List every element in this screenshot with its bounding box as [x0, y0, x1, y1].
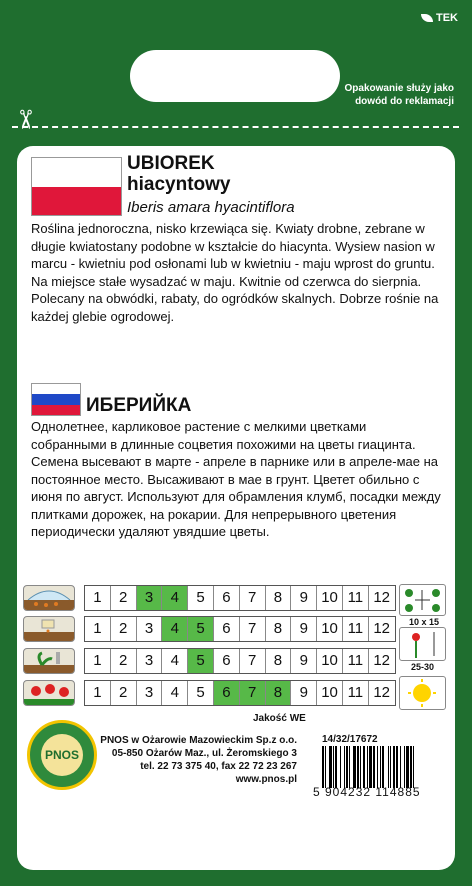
- planting-out-icon: [23, 648, 75, 674]
- month-cell: 6: [214, 649, 240, 673]
- month-cell: 2: [111, 649, 137, 673]
- month-strip: [84, 616, 396, 642]
- month-cell: 5: [188, 617, 214, 641]
- month-cell: 10: [317, 586, 343, 610]
- month-cell: 3: [137, 617, 163, 641]
- month-cell: 12: [373, 620, 390, 637]
- month-cell: 4: [162, 617, 188, 641]
- month-strip: [84, 648, 396, 674]
- month-cell: 12: [373, 684, 390, 701]
- month-cell: 2: [111, 586, 137, 610]
- spacing-label: 10 x 15: [409, 617, 440, 627]
- calendar-row-planting-out: [23, 648, 396, 674]
- polish-description: Roślina jednoroczna, nisko krzewiąca się. Kwiaty drobne, zebrane w długie kwiatostany podobne w kształcie do hiacynta. Wysiew nasion w marcu - kwietniu pod osłonami lub w kwietniu - maju wprost do gruntu. Na miejsce stałe wysadzać w maju. Kwitnie od czerwca do sierpnia. Polecany na obwódki, rabaty, do ogródków skalnych. Dobrze rośnie na każdej glebie ogrodowej.: [31, 221, 439, 324]
- month-cell: 10: [317, 681, 343, 705]
- month-cell: 11: [343, 586, 369, 610]
- barcode: [322, 746, 446, 788]
- russian-description: Однолетнее, карликовое растение с мелкими цветками собранными в длинные соцветия похожими на цветы гиацинта. Семена высевают в марте - апреле в парнике или в апреле-мае на постоянное место. Высаживают в мае в грунт. Цветет обильно с июня по август. Используют для обрамления клумб, посадки между плитками дорожек, на рокарии. Для непрерывного цветения периодически удаляют увядшие цветы.: [31, 419, 441, 539]
- pnos-logo: [27, 720, 97, 790]
- calendar-row-sowing-under-cover: [23, 585, 396, 611]
- logo-text: PNOS: [41, 734, 83, 776]
- flowering-icon: [23, 680, 75, 706]
- complaint-note: Opakowanie służy jako dowód do reklamacji: [344, 83, 454, 107]
- scissors-icon: ✂: [10, 108, 41, 131]
- calendar-row-flowering: [23, 680, 396, 706]
- month-strip: [84, 585, 396, 611]
- month-cell: 3: [137, 681, 163, 705]
- month-cell: 4: [162, 681, 188, 705]
- month-cell: 2: [111, 681, 137, 705]
- polish-flag-icon: [31, 157, 122, 216]
- month-cell: 1: [85, 681, 111, 705]
- company-info: [100, 734, 297, 786]
- cut-line: [12, 126, 459, 128]
- month-cell: 12: [373, 589, 390, 606]
- month-cell: 8: [266, 617, 292, 641]
- barcode-number: 5 904232 114885: [313, 785, 421, 799]
- quality-label: Jakość WE: [253, 713, 306, 724]
- month-cell: 7: [240, 681, 266, 705]
- month-cell: 5: [188, 649, 214, 673]
- sowing-under-cover-icon: [23, 585, 75, 611]
- month-cell: 3: [137, 586, 163, 610]
- month-cell: 7: [240, 586, 266, 610]
- month-cell: 12: [373, 652, 390, 669]
- month-cell: 1: [85, 617, 111, 641]
- barcode-bar: [414, 746, 416, 788]
- russian-flag-icon: [31, 383, 81, 416]
- month-cell: 9: [291, 649, 317, 673]
- spacing-icon: [399, 584, 446, 616]
- month-cell: 6: [214, 681, 240, 705]
- company-line2: 05-850 Ożarów Maz., ul. Żeromskiego 3: [111, 748, 297, 759]
- month-strip: [84, 680, 396, 706]
- company-line3: tel. 22 73 375 40, fax 22 72 23 267: [140, 761, 297, 772]
- month-cell: 11: [343, 681, 369, 705]
- month-cell: 4: [162, 586, 188, 610]
- product-code: 14/32/17672: [322, 734, 378, 745]
- month-cell: 9: [291, 586, 317, 610]
- month-cell: 4: [162, 649, 188, 673]
- month-cell: 1: [85, 649, 111, 673]
- month-cell: 10: [317, 649, 343, 673]
- company-line1: PNOS w Ożarowie Mazowieckim Sp.z o.o.: [100, 735, 297, 746]
- month-cell: 6: [214, 617, 240, 641]
- month-cell: 9: [291, 681, 317, 705]
- month-cell: 11: [343, 617, 369, 641]
- month-cell: 9: [291, 617, 317, 641]
- russian-title: ИБЕРИЙКА: [86, 395, 192, 416]
- plant-title-line1: UBIOREK: [127, 153, 215, 174]
- calendar-row-sowing-outdoor: [23, 616, 396, 642]
- plant-title: [127, 153, 230, 195]
- month-cell: 5: [188, 681, 214, 705]
- month-cell: 7: [240, 617, 266, 641]
- sun-icon: [399, 676, 446, 710]
- brand-tag: [421, 12, 458, 24]
- month-cell: 10: [317, 617, 343, 641]
- month-cell: 3: [137, 649, 163, 673]
- leaf-icon: [421, 14, 433, 22]
- month-cell: 5: [188, 586, 214, 610]
- height-icon: [399, 627, 446, 661]
- packet-window: [130, 50, 340, 102]
- month-cell: 11: [343, 649, 369, 673]
- month-cell: 8: [266, 681, 292, 705]
- month-cell: 8: [266, 586, 292, 610]
- company-website: www.pnos.pl: [235, 774, 297, 785]
- month-cell: 8: [266, 649, 292, 673]
- height-label: 25-30: [411, 662, 435, 672]
- month-cell: 6: [214, 586, 240, 610]
- month-cell: 2: [111, 617, 137, 641]
- brand-tag-text: TEK: [436, 12, 458, 24]
- sowing-outdoor-icon: [23, 616, 75, 642]
- plant-title-line2: hiacyntowy: [127, 174, 231, 195]
- month-cell: 7: [240, 649, 266, 673]
- month-cell: 1: [85, 586, 111, 610]
- latin-name: Iberis amara hyacintiflora: [127, 199, 295, 216]
